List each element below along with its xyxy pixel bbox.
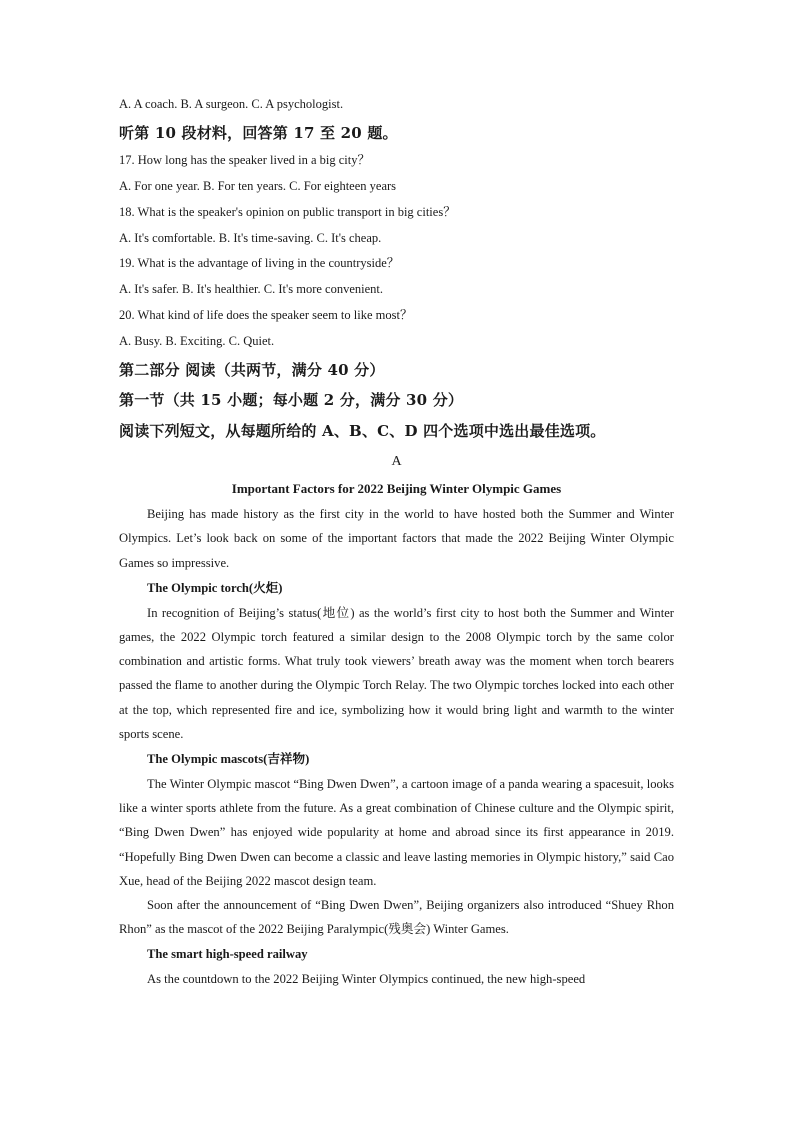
mascot-paragraph-1: The Winter Olympic mascot “Bing Dwen Dwen”, a cartoon image of a panda wearing a spacesuit, looks like a winter sports athlete from the future. As a great combination of Chinese culture and the Olympic spirit, “Bing Dwen Dwen” has enjoyed wide popularity at home and abroad since its first appearance in 2019. “Hopefully Bing Dwen Dwen can become a classic and leave lasting memories in Olympic history,” said Cao Xue, head of the Beijing 2022 mascot design team.	[119, 777, 674, 888]
torch-heading: The Olympic torch(火炬)	[147, 580, 283, 595]
torch-paragraph: In recognition of Beijing’s status(地位) as the world’s first city to host both the Summer and Winter games, the 2022 Olympic torch featured a similar design to the 2008 Olympic torch by the same color combination and artistic forms. What truly took viewers’ breath away was the moment when torch bearers passed the flame to another during the Olympic Torch Relay. The two Olympic torches locked into each other at the top, which represented fire and ice, symbolizing how it would bring light and warmth to the winter sports scene.	[119, 605, 674, 741]
question-19-stem: 19. What is the advantage of living in the countryside？	[119, 256, 400, 271]
mascot-heading: The Olympic mascots(吉祥物)	[147, 752, 310, 766]
passage-letter: A	[391, 454, 402, 470]
document-page	[119, 92, 674, 992]
section10-heading: 听第 10 段材料，回答第 17 至 20 题。	[119, 123, 398, 142]
railway-paragraph: As the countdown to the 2022 Beijing Winter Olympics continued, the new high-speed	[147, 972, 586, 987]
passage-title: Important Factors for 2022 Beijing Winter Olympic Games	[231, 481, 562, 497]
question-17-stem: 17. How long has the speaker lived in a big city？	[119, 153, 370, 168]
part2-heading: 第二部分 阅读（共两节，满分 40 分）	[119, 360, 385, 379]
railway-heading: The smart high-speed railway	[147, 947, 308, 962]
question-18-options: A. It's comfortable. B. It's time-saving. C. It's cheap.	[119, 230, 382, 245]
question-20-options: A. Busy. B. Exciting. C. Quiet.	[119, 333, 275, 348]
question-17-options: A. For one year. B. For ten years. C. For eighteen years	[119, 179, 397, 194]
intro-paragraph: Beijing has made history as the first city in the world to have hosted both the Summer and Winter Olympics. Let’s look back on some of the important factors that made the 2022 Beijing Winter Olympic Games so impressive.	[119, 507, 674, 570]
section1-heading: 第一节（共 15 小题；每小题 2 分，满分 30 分）	[119, 391, 464, 410]
question-20-stem: 20. What kind of life does the speaker seem to like most？	[119, 308, 413, 323]
reading-instruction: 阅读下列短文，从每题所给的 A、B、C、D 四个选项中选出最佳选项。	[119, 421, 606, 440]
question-19-options: A. It's safer. B. It's healthier. C. It's more convenient.	[119, 282, 383, 297]
q16-options: A. A coach. B. A surgeon. C. A psychologist.	[119, 97, 344, 111]
mascot-paragraph-2: Soon after the announcement of “Bing Dwen Dwen”, Beijing organizers also introduced “Shuey Rhon Rhon” as the mascot of the 2022 Beijing Paralympic(残奥会) Winter Games.	[119, 898, 674, 937]
question-18-stem: 18. What is the speaker's opinion on public transport in big cities？	[119, 204, 456, 219]
